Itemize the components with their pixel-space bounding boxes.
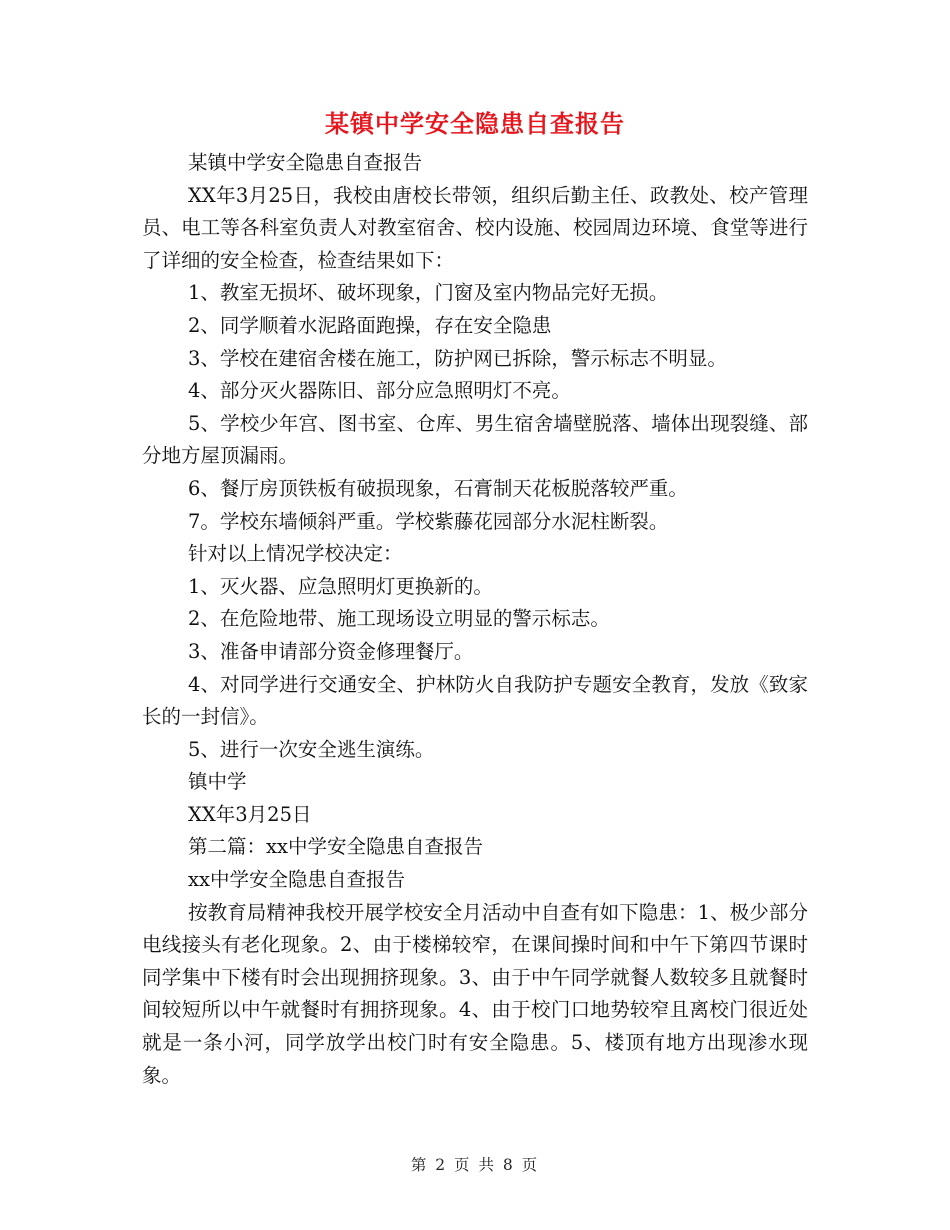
list-item-decision-3: 3、准备申请部分资金修理餐厅。 (188, 639, 474, 663)
signature-date: XX年3月25日 (188, 802, 312, 826)
list-item-finding-1: 1、教室无损坏、破坏现象，门窗及室内物品完好无损。 (188, 281, 669, 305)
page-footer: 第 2 页 共 8 页 (410, 1156, 540, 1174)
section-subtitle-part-two: xx中学安全隐患自查报告 (188, 868, 405, 892)
signature-school: 镇中学 (188, 770, 247, 794)
paragraph-subtitle: 某镇中学安全隐患自查报告 (188, 151, 423, 174)
paragraph-part-two-body: 按教育局精神我校开展学校安全月活动中自查有如下隐患：1、极少部分电线接头有老化现象。2、由于楼梯较窄，在课间操时间和中午下第四节课时同学集中下楼有时会出现拥挤现象。3、由于中午同学就餐人数较多且就餐时间较短所以中午就餐时有拥挤现象。4、由于校门口地势较窄且离校门很近处就是一条小河，同学放学出校门时有安全隐患。5、楼顶有地方出现渗水现象。 (142, 900, 808, 1087)
list-item-finding-2: 2、同学顺着水泥路面跑操，存在安全隐患 (188, 313, 552, 337)
list-item-finding-7: 7。学校东墙倾斜严重。学校紫藤花园部分水泥柱断裂。 (188, 509, 669, 533)
list-item-decision-2: 2、在危险地带、施工现场设立明显的警示标志。 (188, 607, 610, 631)
list-item-decision-5: 5、进行一次安全逃生演练。 (188, 737, 435, 761)
paragraph-decision-heading: 针对以上情况学校决定： (188, 542, 403, 566)
list-item-finding-3: 3、学校在建宿舍楼在施工，防护网已拆除，警示标志不明显。 (188, 346, 727, 370)
list-item-decision-1: 1、灭火器、应急照明灯更换新的。 (188, 574, 493, 598)
section-heading-part-two: 第二篇：xx中学安全隐患自查报告 (188, 835, 483, 859)
document-title: 某镇中学安全隐患自查报告 (325, 110, 625, 138)
list-item-decision-4: 4、对同学进行交通安全、护林防火自我防护专题安全教育，发放《致家长的一封信》。 (142, 672, 808, 729)
document-body (142, 147, 808, 1092)
list-item-finding-4: 4、部分灭火器陈旧、部分应急照明灯不亮。 (188, 379, 571, 403)
list-item-finding-5: 5、学校少年宫、图书室、仓库、男生宿舍墙壁脱落、墙体出现裂缝、部分地方屋顶漏雨。 (142, 411, 808, 468)
paragraph-intro: XX年3月25日，我校由唐校长带领，组织后勤主任、政教处、校产管理员、电工等各科室负责人对教室宿舍、校内设施、校园周边环境、食堂等进行了详细的安全检查，检查结果如下： (142, 183, 808, 272)
list-item-finding-6: 6、餐厅房顶铁板有破损现象，石膏制天花板脱落较严重。 (188, 476, 688, 500)
